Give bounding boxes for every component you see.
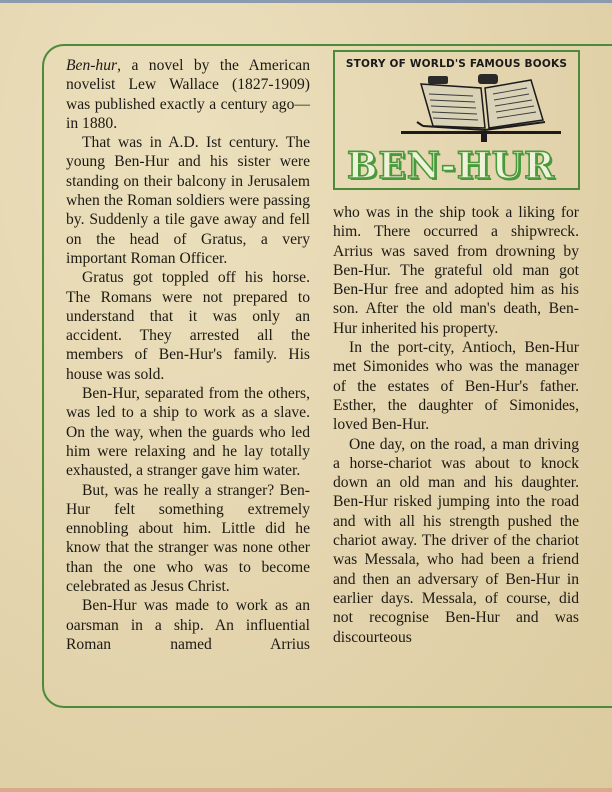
scan-bottom-edge (0, 788, 612, 792)
left-column (66, 56, 310, 654)
paragraph: That was in A.D. Ist century. The young Ben-Hur and his sister were standing on their balcony in Jerusalem when the Roman soldiers were passing by. Suddenly a tile gave away and fell on the head of Gratus, a very important Roman Officer. (66, 134, 310, 267)
book-title-logo: BEN-HUR (347, 145, 556, 187)
paragraph: One day, on the road, a man driving a horse-chariot was about to knock down an old man and his daughter. Ben-Hur risked jumping into the road and with all his strength pushed the chariot away. The driver of the chariot was Messala, who had been a friend and then an adversary of Ben-Hur in earlier days. Messala, of course, did not recognise Ben-Hur and was discourteous (333, 435, 579, 646)
novel-title-italic: Ben-hur (66, 57, 118, 74)
scan-top-edge (0, 0, 612, 3)
right-column (333, 203, 579, 647)
paragraph: who was in the ship took a liking for him. There occurred a shipwreck. Arrius was saved from drowning by Ben-Hur. The grateful old man got Ben-Hur free and adopted him as his son. After the old man's death, Ben-Hur inherited his property. (333, 204, 579, 337)
paragraph: Ben-Hur was made to work as an oarsman in a ship. An influential Roman named Arrius (66, 597, 310, 653)
title-box (333, 50, 580, 190)
paragraph: Gratus got toppled off his horse. The Romans were not prepared to understand that it was only an accident. They arrested all the members of Ben-Hur's family. His house was sold. (66, 269, 310, 383)
paragraph-text: , a novel by the American novelist Lew Wallace (1827-1909) was published exactly a century ago—in 1880. (66, 57, 310, 132)
paragraph: Ben-Hur, separated from the others, was led to a ship to work as a slave. On the way, when the guards who led him were relaxing and he lay totally exhausted, a stranger gave him water. (66, 385, 310, 480)
paragraph: But, was he really a stranger? Ben-Hur felt something extremely ennobling about him. Little did he know that the stranger was none other than the one who was to become celebrated as Jesus Christ. (66, 481, 310, 596)
series-label: STORY OF WORLD'S FAMOUS BOOKS (345, 58, 568, 70)
open-book-on-lectern-icon (393, 74, 563, 144)
paragraph: In the port-city, Antioch, Ben-Hur met Simonides who was the manager of the estates of Ben-Hur's father. Esther, the daughter of Simonides, loved Ben-Hur. (333, 339, 579, 434)
paragraph (66, 56, 310, 133)
